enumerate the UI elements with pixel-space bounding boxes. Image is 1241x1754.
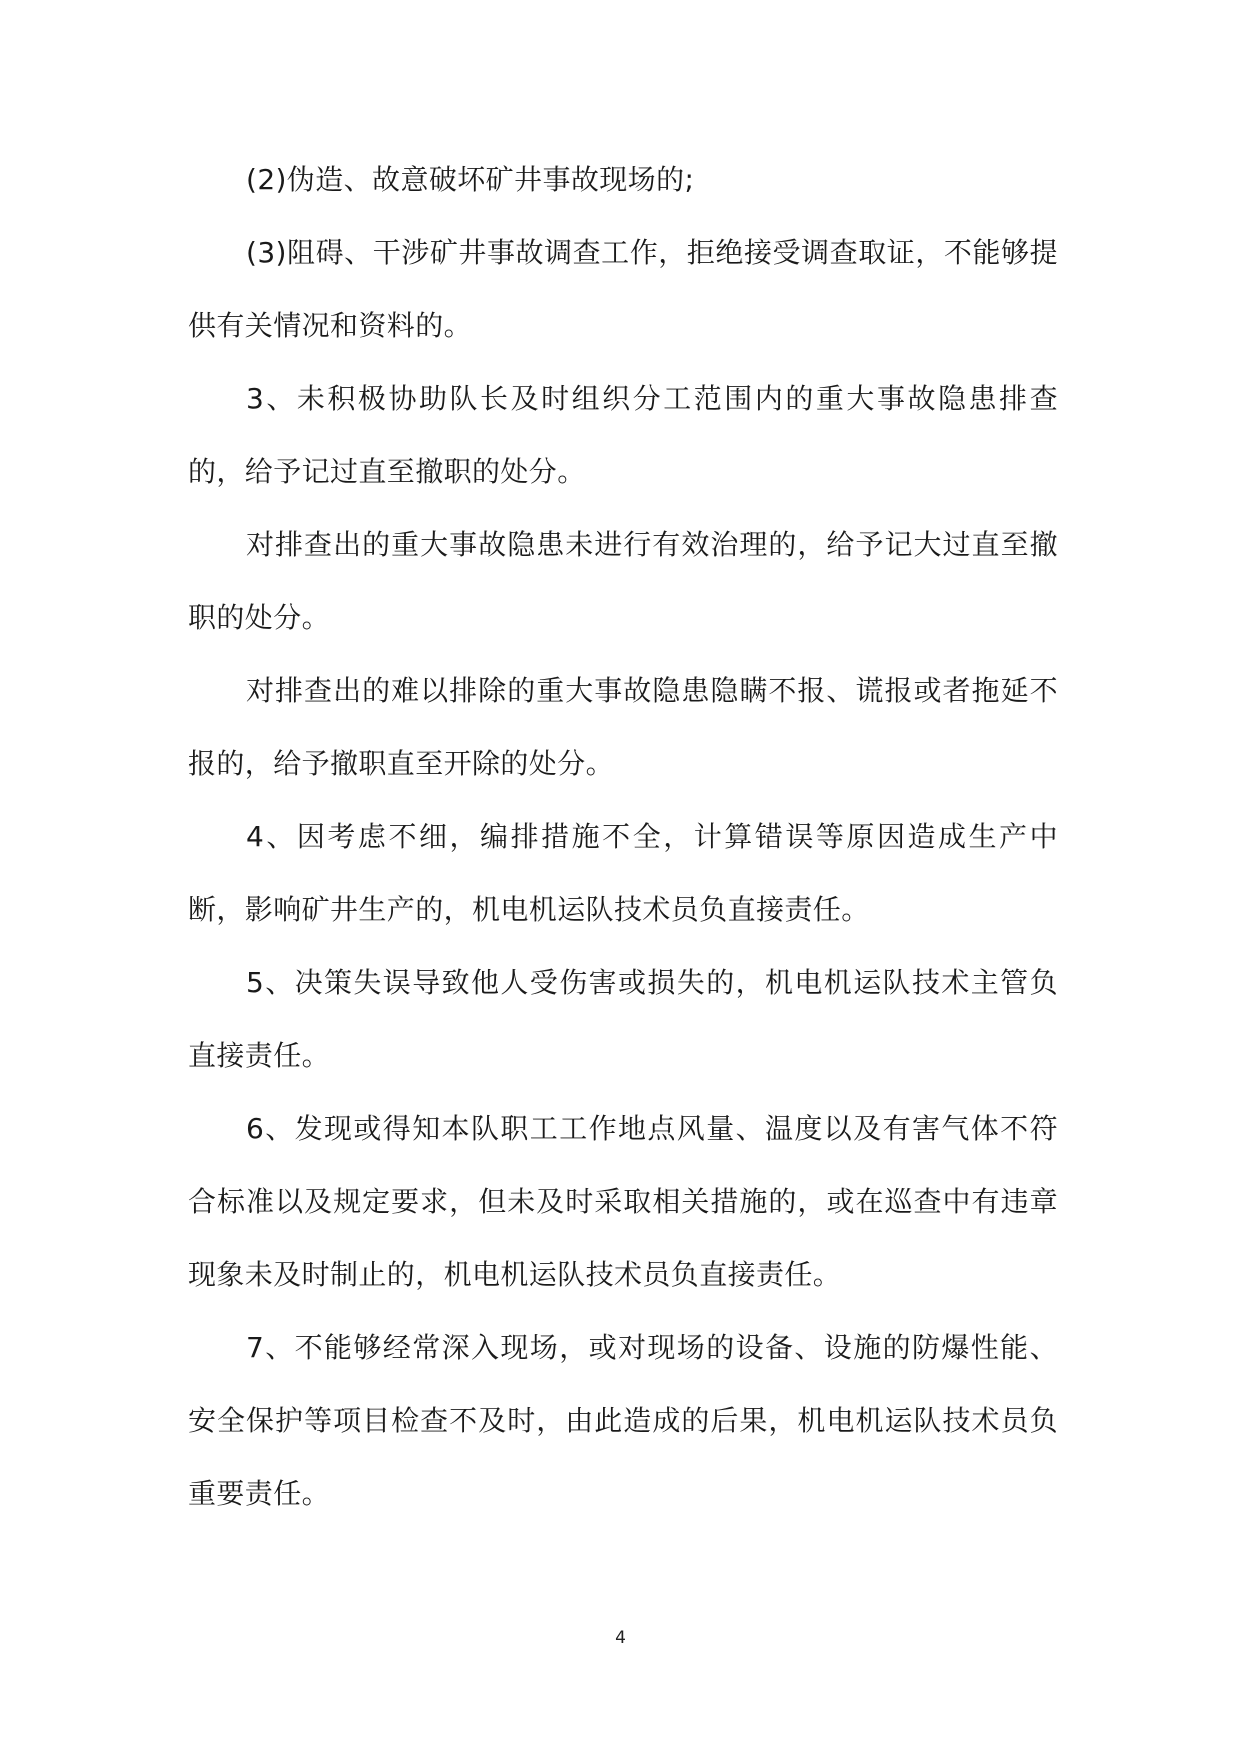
paragraph: 3、未积极协助队长及时组织分工范围内的重大事故隐患排查的，给予记过直至撤职的处分。 — [188, 382, 1058, 488]
paragraph: 7、不能够经常深入现场，或对现场的设备、设施的防爆性能、安全保护等项目检查不及时，由此造成的后果，机电机运队技术员负重要责任。 — [188, 1331, 1058, 1510]
paragraph: 对排查出的难以排除的重大事故隐患隐瞒不报、谎报或者拖延不报的，给予撤职直至开除的处分。 — [188, 674, 1058, 780]
paragraph: 对排查出的重大事故隐患未进行有效治理的，给予记大过直至撤职的处分。 — [188, 528, 1058, 634]
document-body — [188, 143, 1058, 1530]
paragraph: 5、决策失误导致他人受伤害或损失的，机电机运队技术主管负直接责任。 — [188, 966, 1058, 1072]
paragraph: (2)伪造、故意破坏矿井事故现场的; — [246, 163, 695, 196]
paragraph: 4、因考虑不细，编排措施不全，计算错误等原因造成生产中断，影响矿井生产的，机电机运队技术员负直接责任。 — [188, 820, 1058, 926]
page-number: 4 — [615, 1628, 626, 1648]
paragraph: (3)阻碍、干涉矿井事故调查工作，拒绝接受调查取证，不能够提供有关情况和资料的。 — [188, 236, 1058, 342]
paragraph: 6、发现或得知本队职工工作地点风量、温度以及有害气体不符合标准以及规定要求，但未及时采取相关措施的，或在巡查中有违章现象未及时制止的，机电机运队技术员负直接责任。 — [188, 1112, 1058, 1291]
